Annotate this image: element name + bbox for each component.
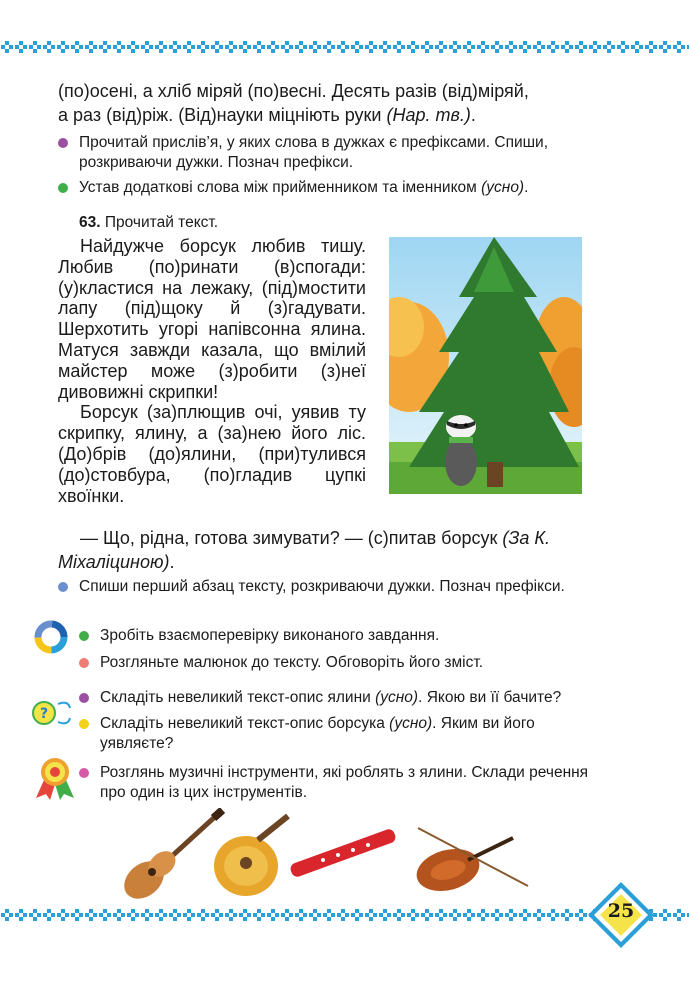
bandura-icon	[214, 816, 288, 896]
top-ornament-border	[0, 40, 689, 54]
green-bullet	[79, 631, 89, 641]
task-text: Складіть невеликий текст-опис ялини (усно). Якою ви її бачите?	[100, 689, 562, 706]
svg-text:?: ?	[39, 706, 49, 722]
task-text: Прочитай прислів’я, у яких слова в дужках є префіксами. Спиши, розкриваючи дужки. Познач префікси.	[79, 134, 549, 171]
purple-bullet	[58, 138, 68, 148]
purple-bullet	[79, 693, 89, 703]
green-bullet	[58, 183, 68, 193]
task-text: Розглянь музичні інструменти, які роблять з ялини. Склади речення про один із цих інструментів.	[100, 764, 589, 801]
proverb-source: (Нар. тв.)	[386, 105, 471, 125]
story-text	[58, 236, 366, 506]
exercise-heading	[79, 214, 218, 232]
guitar-icon	[118, 808, 225, 900]
task-discuss-picture	[79, 653, 599, 673]
task-text: Складіть невеликий текст-опис борсука (усно). Яким ви його уявляєте?	[100, 715, 535, 752]
task-insert-words	[58, 178, 598, 198]
task-text: Устав додаткові слова між прийменником та іменником (усно).	[79, 179, 529, 196]
question-bubble-icon	[28, 696, 74, 730]
task-text: Спиши перший абзац тексту, розкриваючи дужки. Познач префікси.	[79, 578, 565, 595]
medal-ribbon-icon	[34, 756, 76, 800]
magenta-bullet	[79, 768, 89, 778]
exercise-title: Прочитай текст.	[100, 214, 219, 231]
blue-bullet	[58, 582, 68, 592]
task-instruments	[79, 763, 599, 803]
task-describe-badger	[79, 714, 599, 754]
yellow-bullet	[79, 719, 89, 729]
ring-pair-work-icon	[34, 620, 68, 654]
story-paragraph-2: Борсук (за)плющив очі, уявив ту скрипку, ялину, а (за)нею його ліс. (До)брів (до)ялини, (при)тулився (до)стовбура, (по)гладив цупкі хвоїнки.	[58, 402, 366, 506]
proverb-line-2: а раз (від)ріж. (Від)науки міцніють руки	[58, 105, 387, 125]
pink-bullet	[79, 658, 89, 668]
task-text: Зробіть взаємоперевірку виконаного завдання.	[100, 627, 440, 644]
task-text: Розгляньте малюнок до тексту. Обговоріть його зміст.	[100, 654, 484, 671]
task-copy-paragraph	[58, 577, 598, 597]
proverb-text: (по)осені, а хліб міряй (по)весні. Десять разів (від)міряй, а раз (від)ріж. (Від)науки міцніють руки (Нар. тв.).	[58, 81, 529, 125]
exercise-number: 63.	[79, 214, 101, 231]
task-proverb-prefixes	[58, 133, 598, 173]
page-number: 25	[607, 900, 635, 922]
proverb-line-1: (по)осені, а хліб міряй (по)весні. Десять разів (від)міряй,	[58, 81, 529, 101]
musical-instruments-illustration	[118, 808, 538, 900]
sopilka-icon	[289, 828, 397, 879]
task-peer-check	[79, 626, 599, 646]
fir-tree-badger-illustration	[389, 237, 582, 494]
story-paragraph-3: — Що, рідна, готова зимувати? — (с)питав борсук (За К. Міхаліциною).	[58, 528, 551, 572]
violin-icon	[412, 828, 528, 898]
story-source: (За К. Міхаліциною)	[58, 528, 551, 572]
story-paragraph-1: Найдужче борсук любив тишу. Любив (по)ринати (в)спогади: (у)кластися на лежаку, (під)мостити лапу (під)щоку й (з)гадувати. Шерхотить угорі напівсонна ялина. Матуся завжди казала, що вмілий майстер може (з)робити (з)неї дивовижні скрипки!	[58, 236, 366, 402]
task-describe-fir	[79, 688, 599, 708]
